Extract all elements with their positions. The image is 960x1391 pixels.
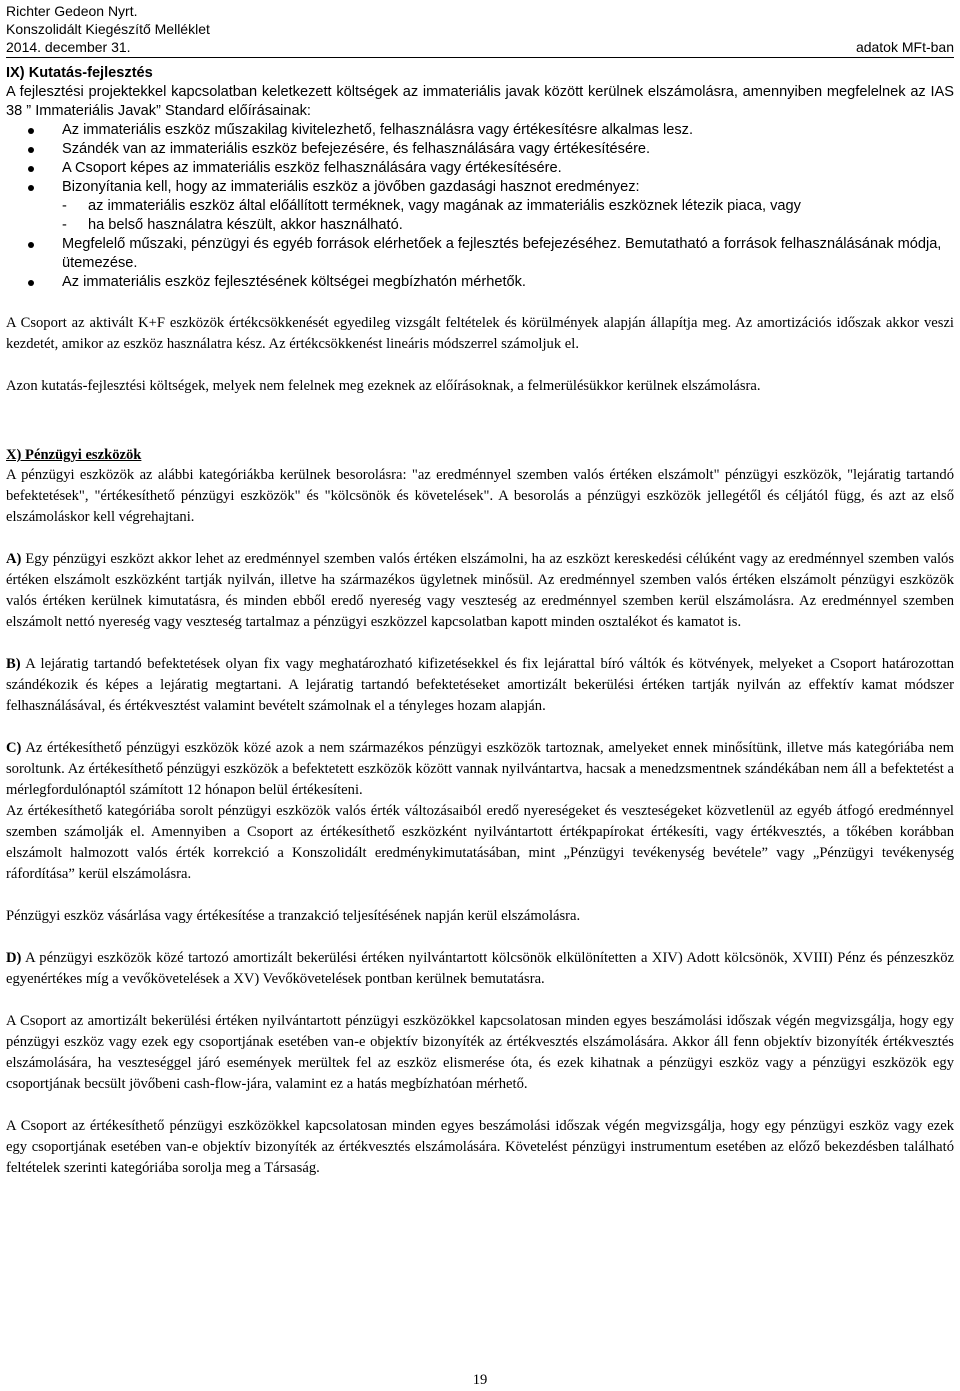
dash-item: - az immateriális eszköz által előállított terméknek, vagy magának az immateriális eszköznek létezik piaca, vagy [62, 198, 801, 214]
header-date: 2014. december 31. [6, 39, 131, 55]
list-item: A Csoport képes az immateriális eszköz felhasználására vagy értékesítésére. [6, 159, 954, 178]
list-item: Az immateriális eszköz műszakilag kivitelezhető, felhasználásra vagy értékesítésre alkalmas lesz. [6, 121, 954, 140]
section-ix-title: IX) Kutatás-fejlesztés [6, 65, 153, 81]
page-header [6, 0, 954, 58]
header-company: Richter Gedeon Nyrt. [6, 3, 138, 19]
section-ix-paragraph: Azon kutatás-fejlesztési költségek, melyek nem felelnek meg ezeknek az előírásoknak, a felmerülésükkor kerülnek elszámolásra. [6, 378, 761, 394]
section-x-paragraph-c: C) Az értékesíthető pénzügyi eszközök közé azok a nem származékos pénzügyi eszközök tartoznak, amelyeket ennek minősítünk, illetve más kategóriába nem soroltunk. Az értékesíthető pénzügyi eszközök a befektetett eszközök között vannak nyilvántartva, hacsak a menedzsmentnek szándékában nem áll a befektetést a mérlegfordulónaptól számított 12 hónapon belül értékesíteni. [6, 740, 954, 798]
list-item: Szándék van az immateriális eszköz befejezésére, és felhasználására vagy értékesítésére. [6, 140, 954, 159]
page-number: 19 [472, 1372, 488, 1388]
header-divider [6, 57, 954, 58]
section-x-paragraph-b: B) A lejáratig tartandó befektetések olyan fix vagy meghatározható kifizetésekkel és fix lejárattal bíró váltók és kötvények, melyeket a Csoport határozottan szándékozik és képes a lejáratig megtartani. A lejáratig tartandó befektetéseket amortizált bekerülési értéken tartják nyilván az effektív kamat módszer felhasználásával, és értékvesztést valamint bevételt számolnak el a tényleges hozam alapján. [6, 656, 954, 714]
section-x-paragraph: A Csoport az amortizált bekerülési értéken nyilvántartott pénzügyi eszközökkel kapcsolatosan minden egyes beszámolási időszak végén megvizsgálja, hogy egy pénzügyi eszköz vagy ezek egy csoportjának esetében van-e objektív bizonyíték az értékvesztés elszámolására. Akkor áll fenn objektív bizonyíték értékvesztés elszámolására, ha veszteséggel járó események merültek fel az eszköz elismerése óta, és ezek kihatnak a pénzügyi eszköz vagy a pénzügyi eszközök egy csoportjának becsült jövőbeni cash-flow-jára, valamint ez a hatás megbízhatóan mérhető. [6, 1013, 954, 1092]
section-x-paragraph: A Csoport az értékesíthető pénzügyi eszközökkel kapcsolatosan minden egyes beszámolási időszak végén megvizsgálja, hogy egy pénzügyi eszköz vagy ezek egy csoportjának esetében van-e objektív bizonyíték az értékvesztés elszámolására. Követelést pénzügyi instrumentum esetében az előző bekezdésben található feltételek szerinti kategóriába sorolja meg a Társaság. [6, 1118, 954, 1176]
requirements-list [6, 121, 954, 197]
section-ix-intro: A fejlesztési projektekkel kapcsolatban keletkezett költségek az immateriális javak között kerülnek elszámolásra, amennyiben megfelelnek az IAS 38 ” Immateriális Javak” Standard előírásainak: [6, 84, 954, 119]
list-item: Megfelelő műszaki, pénzügyi és egyéb források elérhetőek a fejlesztés befejezéséhez. Bemutatható a források felhasználásának módja, ütemezése. [6, 235, 954, 273]
section-x-title: X) Pénzügyi eszközök [6, 447, 142, 463]
requirements-list-2 [6, 235, 954, 292]
section-x-paragraph-c2: Az értékesíthető kategóriába sorolt pénzügyi eszközök valós érték változásaiból eredő nyereségeket és veszteségeket közvetlenül az egyéb átfogó eredménnyel szemben számolják el. Amennyiben a Csoport az értékesíthető eszközként nyilvántartott értékpapírokat értékesíti, vagy értékvesztés, a tőkében korábban elszámolt halmozott valós érték korrekció a Konszolidált eredménykimutatásában, mint „Pénzügyi tevékenység bevétele” vagy „Pénzügyi tevékenység ráfordítása” kerül elszámolásra. [6, 803, 954, 882]
section-ix-paragraph: A Csoport az aktivált K+F eszközök értékcsökkenését egyedileg vizsgált feltételek és körülmények alapján állapítja meg. Az amortizációs időszak akkor veszi kezdetét, amikor az eszköz használatra kész. Az értékcsökkenést lineáris módszerrel számoljuk el. [6, 315, 954, 352]
list-item: Bizonyítania kell, hogy az immateriális eszköz a jövőben gazdasági hasznot eredményez: [6, 178, 954, 197]
dash-item: - ha belső használatra készült, akkor használható. [62, 217, 403, 233]
section-x-paragraph: Pénzügyi eszköz vásárlása vagy értékesítése a tranzakció teljesítésének napján kerül elszámolásra. [6, 908, 581, 924]
document-page [6, 0, 954, 1179]
dash-list [6, 197, 954, 235]
section-x-paragraph-d: D) A pénzügyi eszközök közé tartozó amortizált bekerülési értéken nyilvántartott kölcsönök elkülönítetten a XIV) Adott kölcsönök, XVIII) Pénz és pénzeszköz egyenértékes míg a vevőkövetelések a XV) Vevőkövetelések pontban kerülnek bemutatásra. [6, 950, 954, 987]
list-item: Az immateriális eszköz fejlesztésének költségei megbízhatón mérhetők. [6, 273, 954, 292]
section-x-paragraph-a: A) Egy pénzügyi eszközt akkor lehet az eredménnyel szemben valós értéken elszámolni, ha az eszközt kereskedési célúként vagy az eredménnyel szemben valós értéken elszámolt eszközként tartják nyilván, illetve ha származékos ügyletnek minősül. Az eredménnyel szemben valós értéken elszámolt pénzügyi eszközök valós értéken kerülnek kimutatásra, és minden ebből eredő nyereség vagy veszteség az eredménnyel szemben kerül elszámolásra. Az eredménnyel szemben elszámolt nettó nyereség vagy veszteség tartalmaz a pénzügyi eszközzel kapcsolatban kapott minden osztalékot és kamatot is. [6, 551, 954, 630]
section-ix-body [6, 83, 954, 292]
header-unit: adatok MFt-ban [855, 39, 954, 55]
section-x-intro: A pénzügyi eszközök az alábbi kategóriákba kerülnek besorolásra: "az eredménnyel szemben valós értéken elszámolt" pénzügyi eszközök, "lejáratig tartandó befektetések", "értékesíthető pénzügyi eszközök" és "kölcsönök és követelések". A besorolás a pénzügyi eszközök jellegétől és céljától függ, és azt az első elszámoláskor kell végrehajtani. [6, 467, 954, 525]
header-doc-title: Konszolidált Kiegészítő Melléklet [6, 21, 210, 37]
